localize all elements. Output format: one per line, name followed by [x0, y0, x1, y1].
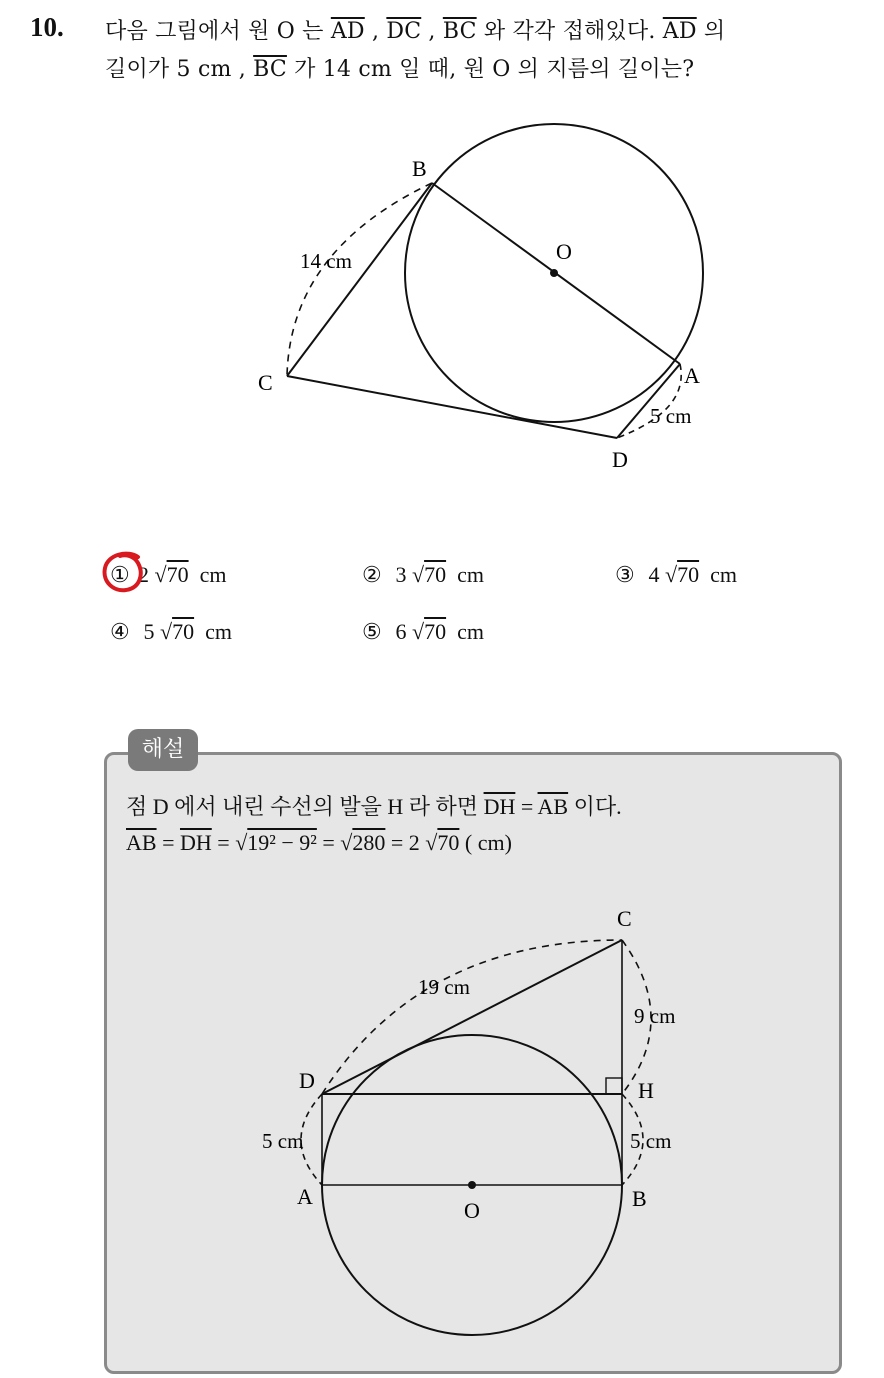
answer-mark-circle — [100, 548, 150, 596]
choice-coefficient: 2 — [138, 562, 149, 587]
solution-line-2 — [126, 830, 512, 856]
solution-text: = 2 — [385, 830, 426, 855]
solution-text: = — [211, 830, 236, 855]
choice-radicand: 70 — [424, 619, 447, 644]
segment-bc: $\overline{BC}$ — [253, 57, 287, 82]
choice-coefficient: 5 — [143, 619, 155, 644]
length-bc-label: 14 cm — [300, 249, 352, 273]
segment-bc-line — [287, 183, 432, 376]
segment-ab: $\overline{AB}$ — [126, 830, 157, 855]
sqrt-sign: √ — [412, 562, 425, 587]
sqrt-sign: √ — [425, 830, 438, 855]
choice-number: ① — [110, 562, 130, 587]
solution-text: = — [156, 830, 180, 855]
choice-2[interactable] — [362, 562, 484, 588]
sqrt-sign: √ — [340, 830, 353, 855]
length-ad-label: 5 cm — [650, 404, 692, 428]
question-number: 10. — [30, 12, 64, 42]
length-bh-label: 5 cm — [630, 1129, 672, 1153]
dashed-arc-da — [301, 1094, 322, 1185]
question-text: 다음 그림에서 원 O 는 — [105, 19, 331, 44]
label-b: B — [412, 156, 427, 181]
segment-ad: $\overline{AD}$ — [330, 19, 365, 44]
segment-dc-line — [322, 940, 622, 1094]
label-h: H — [638, 1078, 654, 1103]
radicand: 19² − 9² — [247, 830, 317, 855]
choice-radicand: 70 — [172, 619, 195, 644]
segment-ad: $\overline{AD}$ — [662, 19, 697, 44]
center-point-o — [550, 269, 558, 277]
sqrt-sign: √ — [154, 562, 167, 587]
sqrt-sign: √ — [160, 619, 173, 644]
label-c: C — [617, 906, 632, 931]
choice-3[interactable] — [615, 562, 737, 588]
label-a: A — [684, 363, 700, 388]
segment-cd-line — [287, 376, 617, 438]
solution-badge: 해설 — [128, 729, 198, 771]
question-text: , — [421, 19, 443, 44]
question-text: 길이가 5 cm , — [105, 57, 254, 82]
choice-radicand: 70 — [677, 562, 700, 587]
radicand: 280 — [352, 830, 386, 855]
choice-coefficient: 4 — [648, 562, 660, 587]
choice-unit: cm — [457, 619, 484, 644]
label-d: D — [299, 1068, 315, 1093]
solution-text: ( cm) — [459, 830, 512, 855]
question-text: , — [364, 19, 387, 44]
sqrt-sign: √ — [412, 619, 425, 644]
segment-dh: $\overline{DH}$ — [179, 830, 212, 855]
question-text: 의 — [696, 19, 726, 44]
segment-bc: $\overline{BC}$ — [442, 19, 477, 44]
solution-text: = — [515, 794, 538, 819]
choice-number: ③ — [615, 562, 635, 587]
choice-unit: cm — [199, 562, 227, 587]
label-b: B — [632, 1186, 647, 1211]
label-a: A — [297, 1184, 313, 1209]
choice-radicand: 70 — [166, 562, 189, 587]
sqrt-sign: √ — [665, 562, 678, 587]
choice-4[interactable] — [110, 619, 232, 645]
solution-text: 이다. — [568, 794, 622, 819]
segment-dc: $\overline{DC}$ — [386, 19, 422, 44]
label-o: O — [464, 1198, 480, 1223]
solution-text: 점 D 에서 내린 수선의 발을 H 라 하면 — [126, 794, 484, 819]
solution-line-1 — [126, 790, 622, 821]
segment-ab: $\overline{AB}$ — [537, 794, 569, 819]
center-point-o — [468, 1181, 476, 1189]
question-text: 가 14 cm 일 때, 원 O 의 지름의 길이는? — [286, 57, 695, 82]
figure-1-diagram — [0, 0, 884, 520]
choice-5[interactable] — [362, 619, 484, 645]
choice-number: ⑤ — [362, 619, 382, 644]
sqrt-sign: √ — [235, 830, 248, 855]
segment-dh: $\overline{DH}$ — [483, 794, 516, 819]
length-cd-label: 19 cm — [418, 975, 470, 999]
choice-number: ② — [362, 562, 382, 587]
choice-coefficient: 3 — [395, 562, 407, 587]
radicand: 70 — [437, 830, 460, 855]
choice-unit: cm — [205, 619, 232, 644]
choice-unit: cm — [710, 562, 737, 587]
label-d: D — [612, 447, 628, 472]
choice-radicand: 70 — [424, 562, 447, 587]
label-o: O — [556, 239, 572, 264]
choice-number: ④ — [110, 619, 130, 644]
length-ch-label: 9 cm — [634, 1004, 676, 1028]
solution-text: = — [316, 830, 341, 855]
question-text: 와 각각 접해있다. — [476, 19, 663, 44]
figure-2-diagram — [0, 880, 884, 1360]
length-ad-label: 5 cm — [262, 1129, 304, 1153]
label-c: C — [258, 370, 273, 395]
right-angle-mark — [606, 1078, 622, 1094]
choice-coefficient: 6 — [395, 619, 407, 644]
choice-unit: cm — [457, 562, 484, 587]
